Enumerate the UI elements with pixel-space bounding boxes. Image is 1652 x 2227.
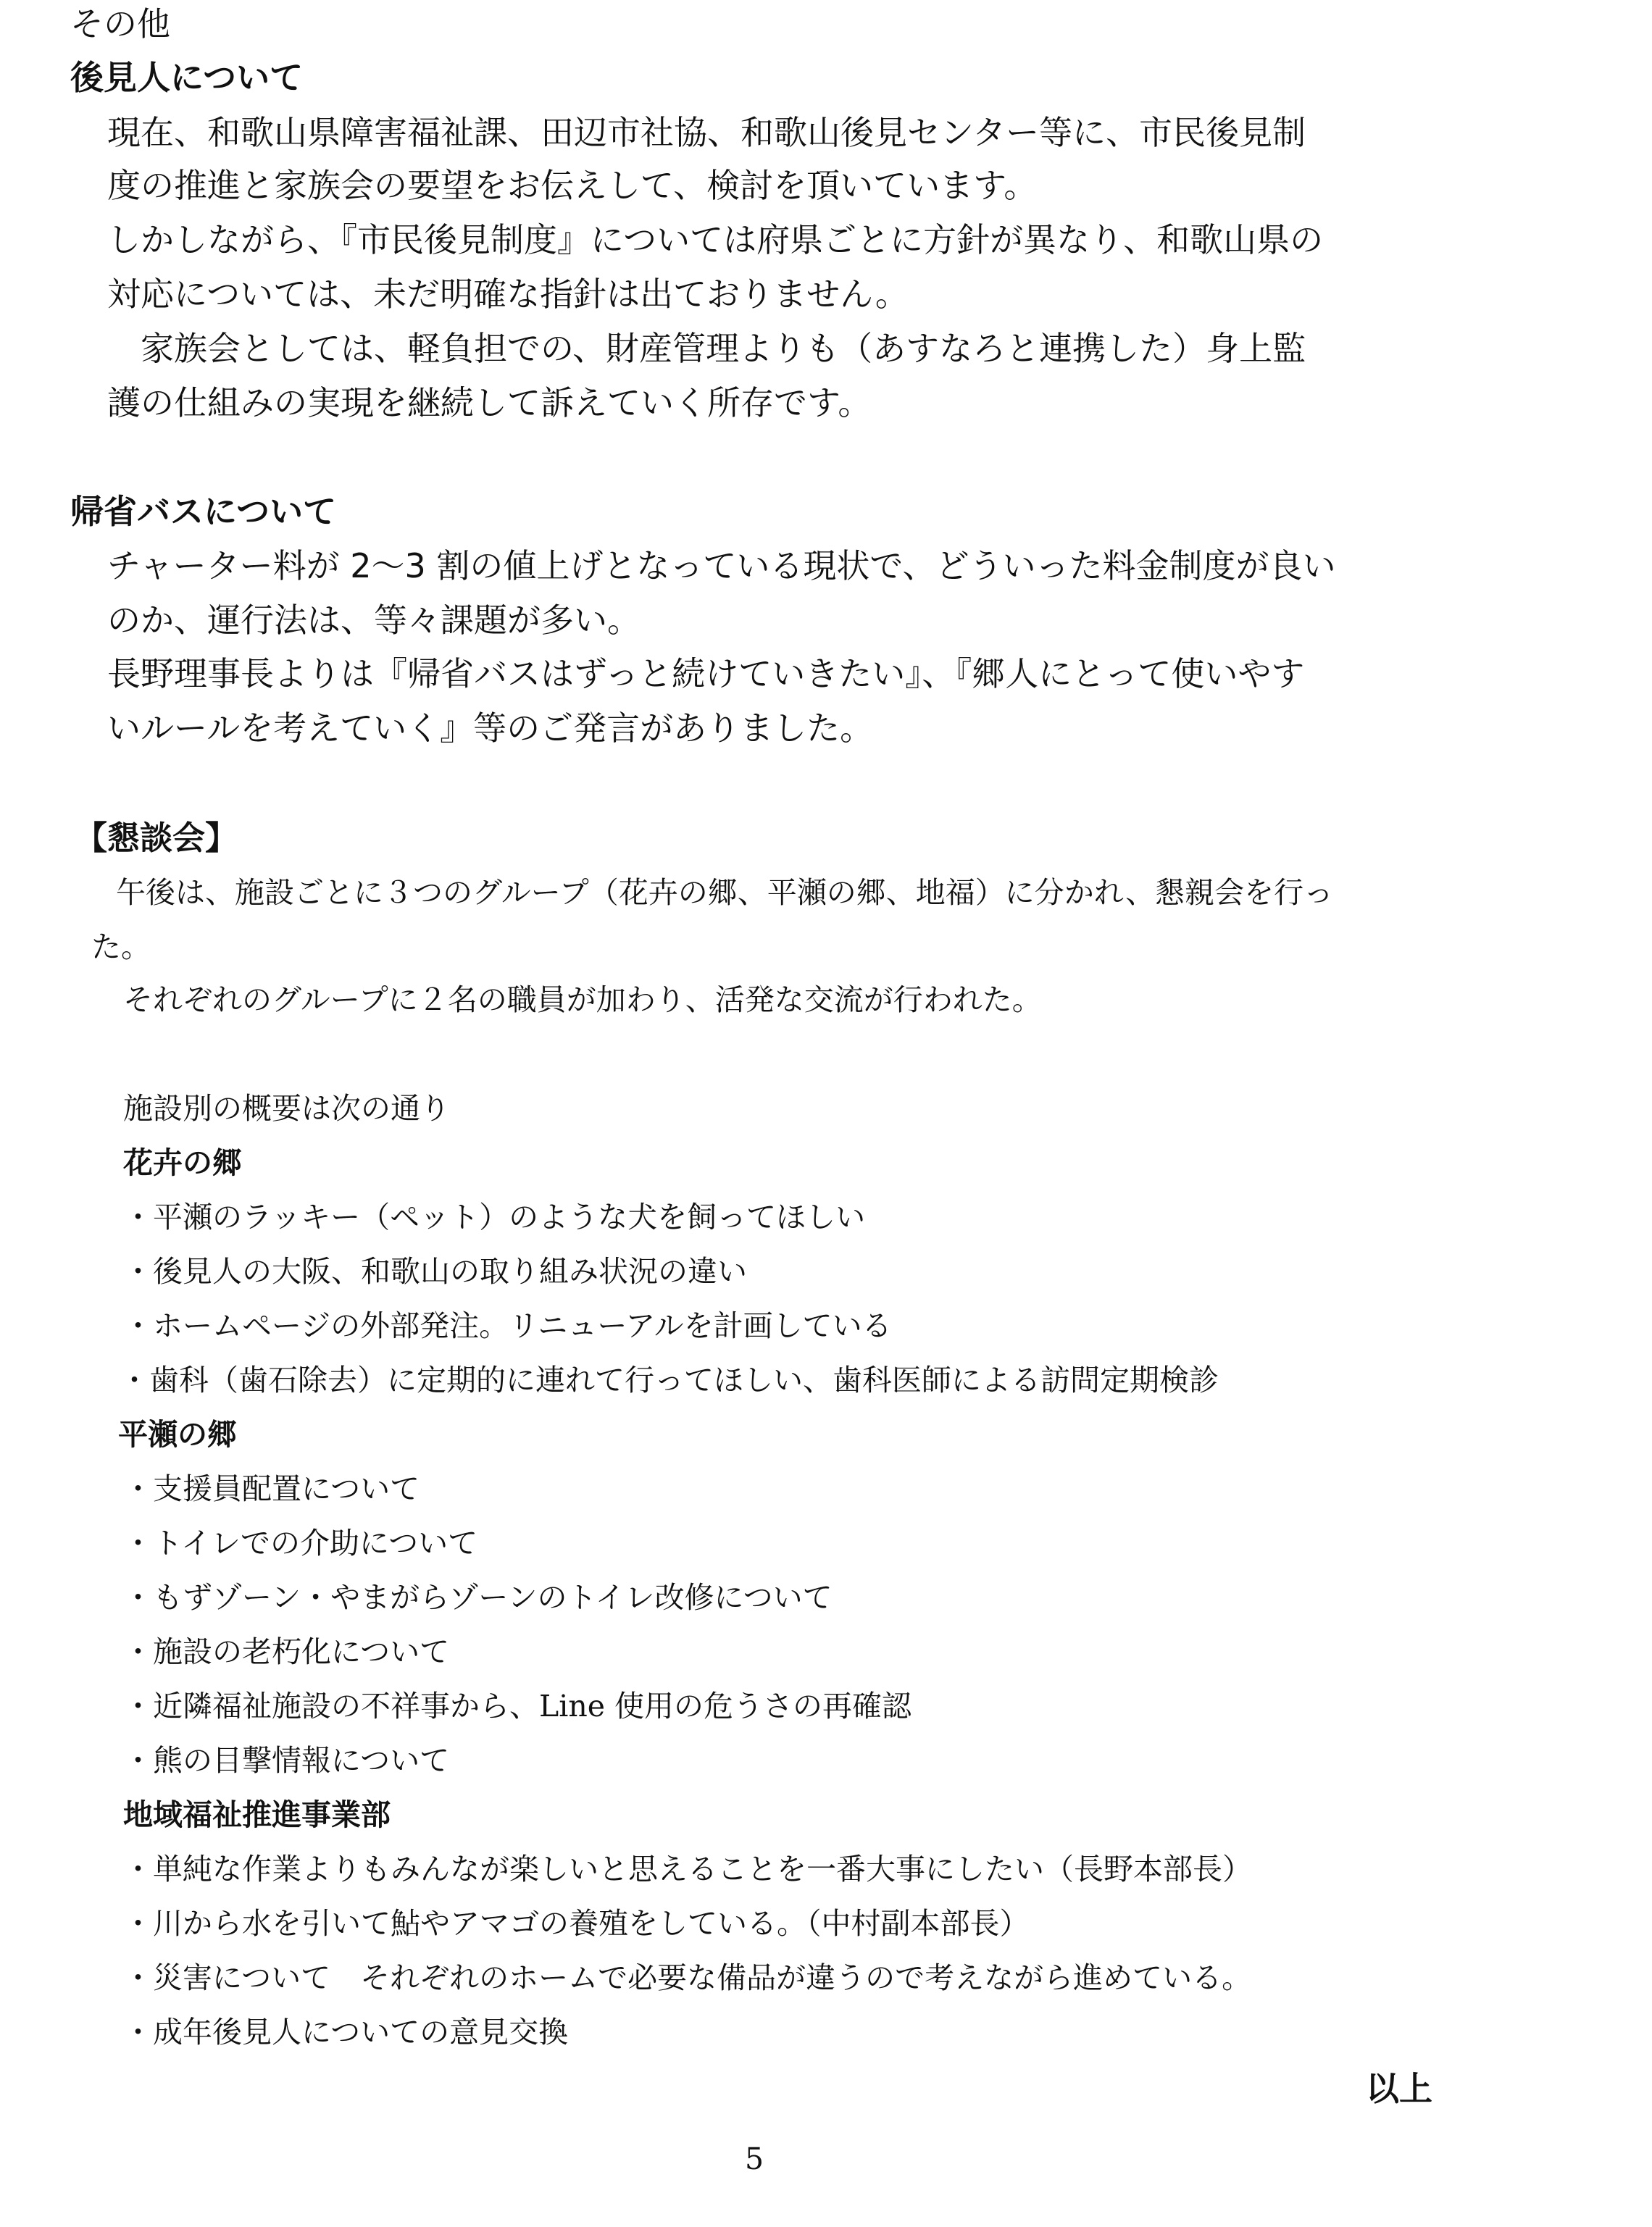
list-item: ・近隣福祉施設の不祥事から、Line 使用の危うさの再確認 [123, 1689, 912, 1723]
group-name-community-welfare: 地域福祉推進事業部 [123, 1797, 391, 1832]
meeting-intro-line: 午後は、施設ごとに３つのグループ（花卉の郷、平瀬の郷、地福）に分かれ、懇親会を行っ [116, 875, 1334, 910]
guardian-heading: 後見人について [70, 58, 304, 97]
list-item: ・川から水を引いて鮎やアマゴの養殖をしている。（中村副本部長） [123, 1906, 1030, 1941]
list-item: ・もずゾーン・やまがらゾーンのトイレ改修について [123, 1580, 833, 1615]
list-item: ・熊の目撃情報について [123, 1743, 450, 1778]
bus-paragraph-line: のか、運行法は、等々課題が多い。 [107, 601, 641, 640]
guardian-paragraph-line: 対応については、未だ明確な指針は出ておりません。 [107, 275, 909, 314]
meeting-intro-line: それぞれのグループに２名の職員が加わり、活発な交流が行われた。 [123, 982, 1042, 1017]
guardian-paragraph-line: 度の推進と家族会の要望をお伝えして、検討を頂いています。 [107, 166, 1038, 205]
guardian-paragraph-line: 現在、和歌山県障害福祉課、田辺市社協、和歌山後見センター等に、市民後見制 [107, 113, 1306, 152]
bus-paragraph-line: 長野理事長よりは『帰省バスはずっと続けていきたい』、『郷人にとって使いやす [107, 654, 1305, 693]
meeting-intro-line: た。 [91, 929, 151, 964]
list-item: ・歯科（歯石除去）に定期的に連れて行ってほしい、歯科医師による訪問定期検診 [120, 1363, 1219, 1397]
list-item: ・単純な作業よりもみんなが楽しいと思えることを一番大事にしたい（長野本部長） [123, 1852, 1252, 1887]
list-item: ・成年後見人についての意見交換 [123, 2015, 569, 2050]
list-item: ・トイレでの介助について [123, 1526, 478, 1560]
guardian-paragraph-line: 家族会としては、軽負担での、財産管理よりも（あすなろと連携した）身上監 [107, 329, 1306, 368]
bus-paragraph-line: チャーター料が 2〜3 割の値上げとなっている現状で、どういった料金制度が良い [107, 546, 1336, 585]
bus-paragraph-line: いルールを考えていく』等のご発言がありました。 [107, 709, 874, 748]
section-heading-other: その他 [70, 4, 170, 43]
group-name-kaki: 花卉の郷 [123, 1145, 242, 1180]
list-item: ・ホームページの外部発注。リニューアルを計画している [123, 1308, 892, 1343]
page-number: 5 [745, 2142, 764, 2176]
guardian-paragraph-line: しかしながら、『市民後見制度』については府県ごとに方針が異なり、和歌山県の [107, 220, 1324, 259]
list-item: ・支援員配置について [123, 1471, 420, 1506]
closing-text: 以上 [1366, 2069, 1432, 2108]
meeting-heading: 【懇談会】 [75, 819, 238, 857]
list-item: ・災害について それぞれのホームで必要な備品が違うので考えながら進めている。 [123, 1960, 1252, 1995]
group-name-hirase: 平瀬の郷 [118, 1417, 237, 1452]
list-item: ・平瀬のラッキー（ペット）のような犬を飼ってほしい [123, 1200, 866, 1234]
bus-heading: 帰省バスについて [70, 492, 337, 531]
list-item: ・後見人の大阪、和歌山の取り組み状況の違い [123, 1254, 747, 1289]
guardian-paragraph-line: 護の仕組みの実現を継続して訴えていく所存です。 [107, 383, 872, 422]
list-item: ・施設の老朽化について [123, 1634, 450, 1669]
overview-label: 施設別の概要は次の通り [123, 1091, 450, 1126]
